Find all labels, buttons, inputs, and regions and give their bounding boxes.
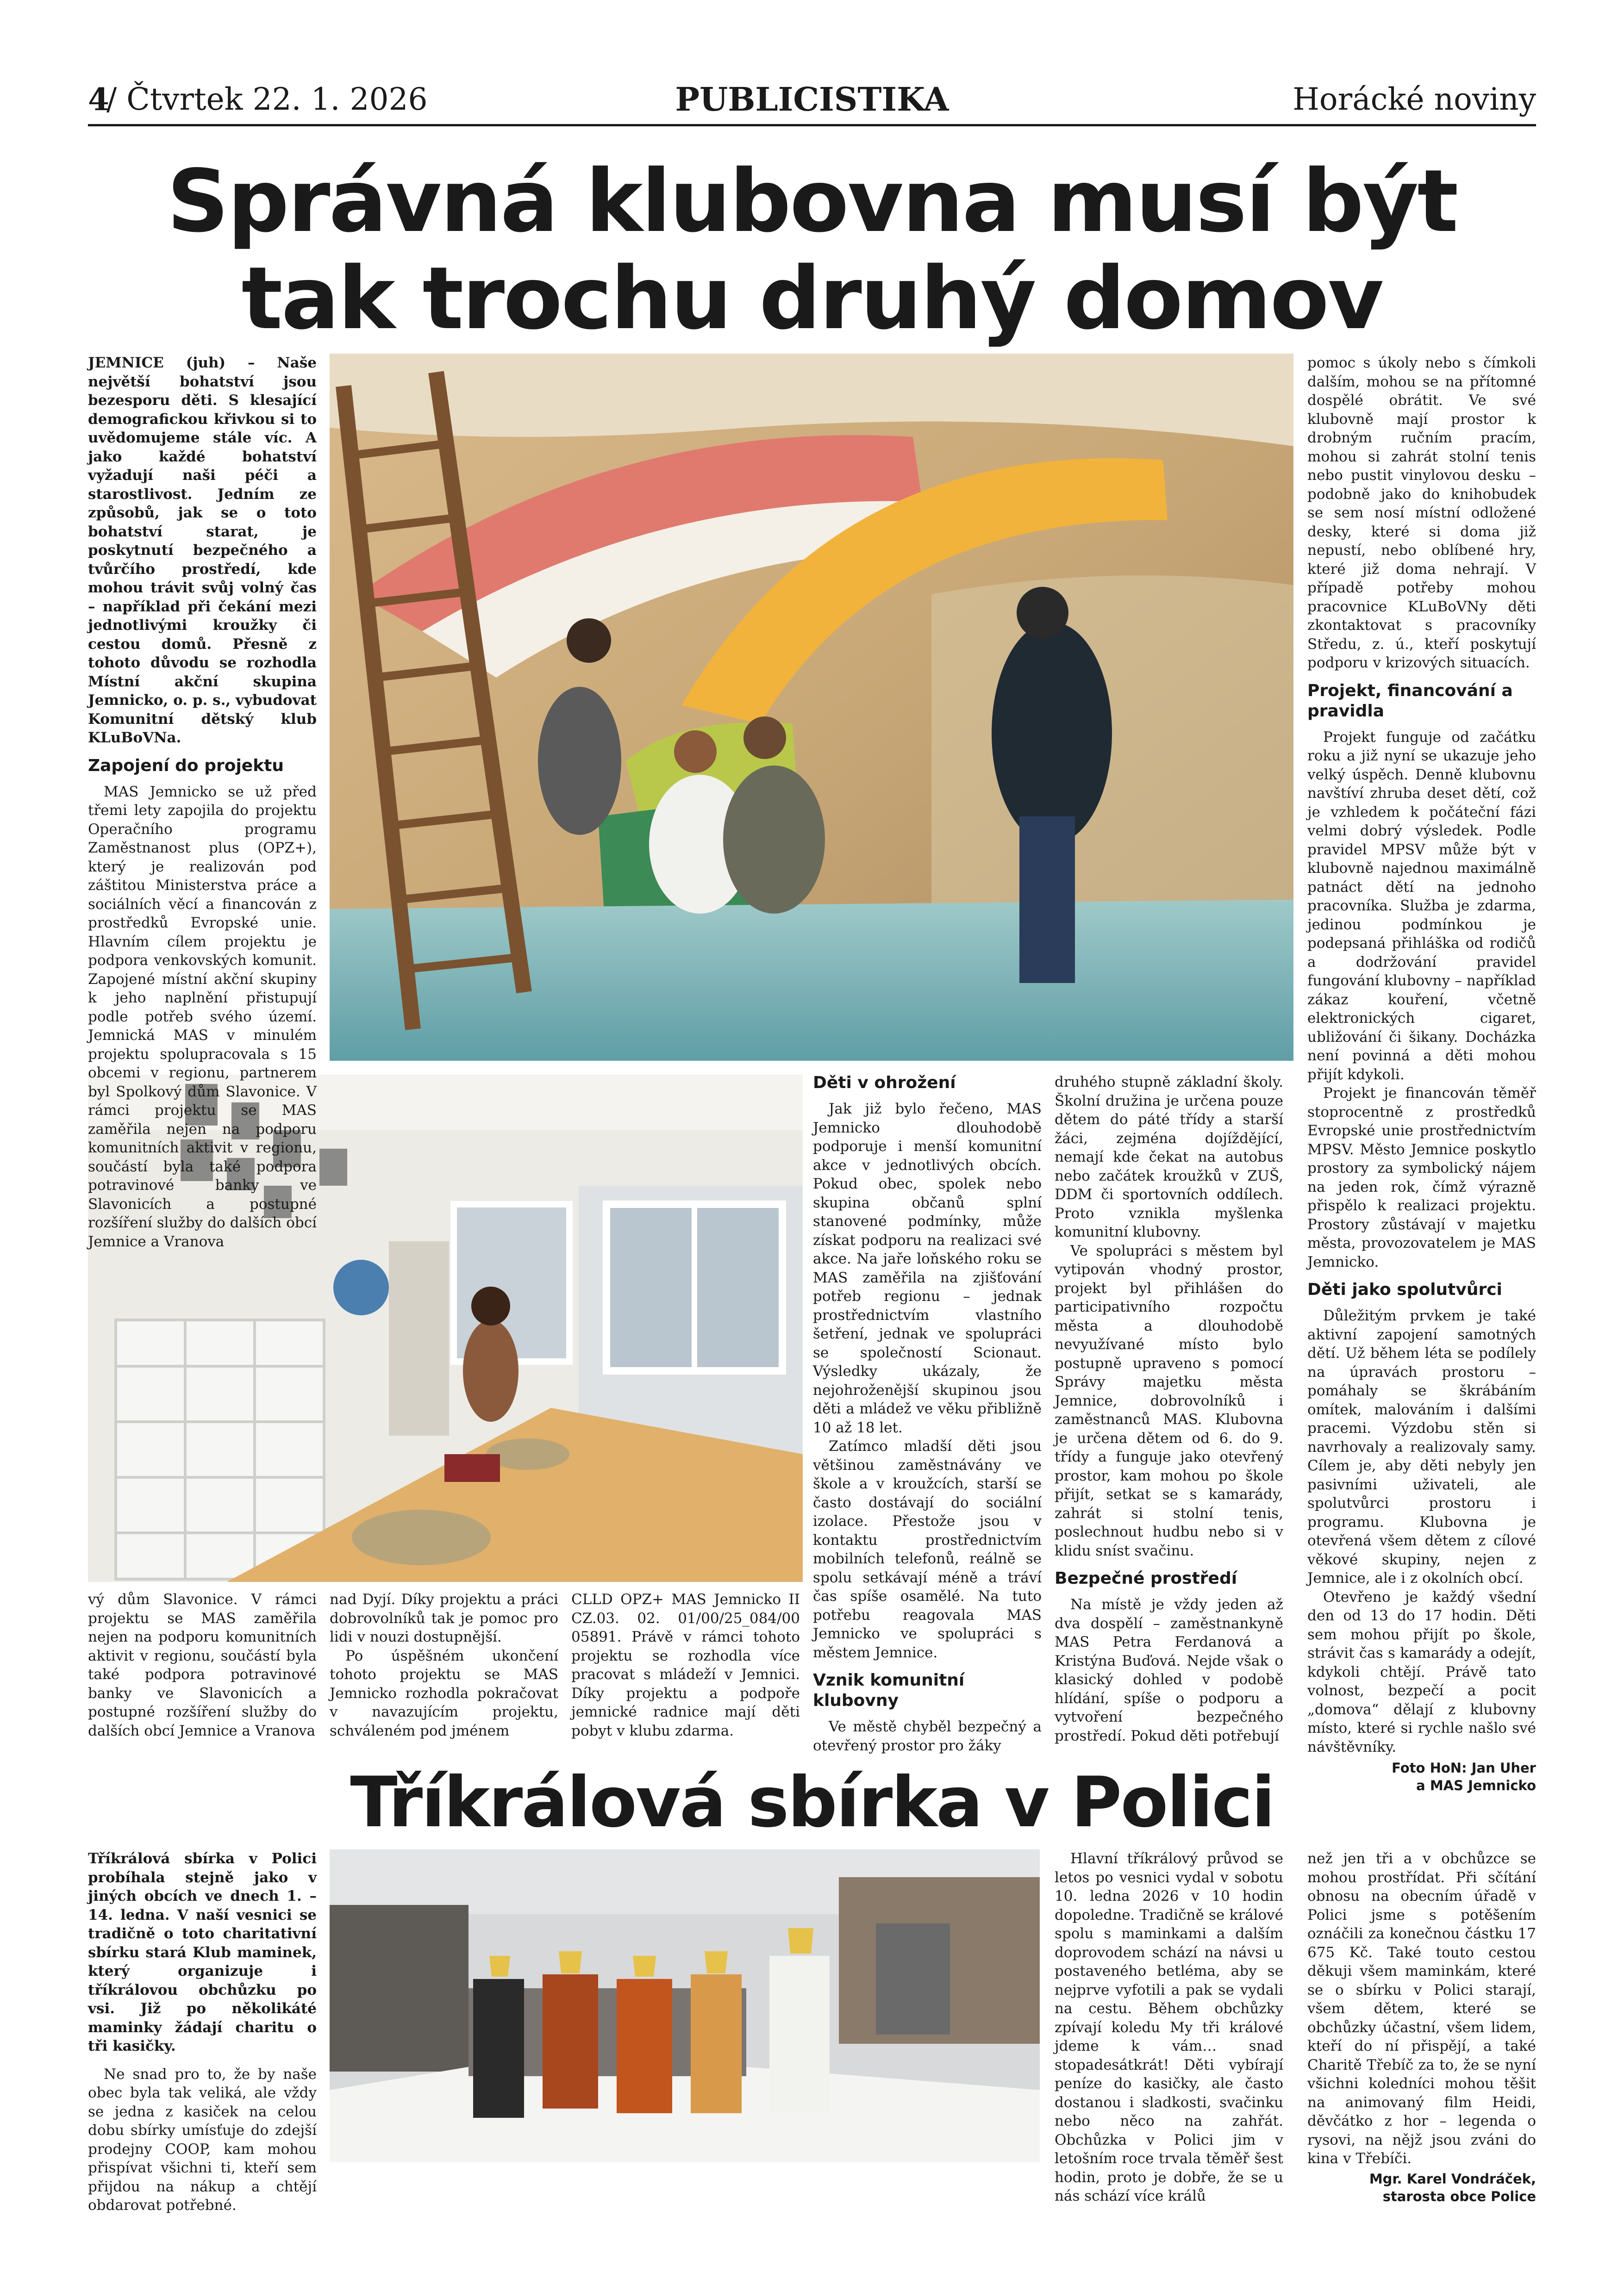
article1-col6-text-b: Projekt funguje od začátku roku a již nyní se ukazuje jeho velký úspěch. Denně klubovnu navštíví zhruba deset dětí, což je vzhledem k počáteční fázi velmi dobrý výsledek. Podle pravidel MPSV může být v klubovně najednou maximálně patnáct dětí na jednoho pracovníka. Služba je zdarma, jedinou podmínkou je podepsaná přihláška od rodičů a dodržování pravidel fungování klubovny – například zákaz kouření, včetně elektronických cigaret, ubližování či šikany. Docházka není povinná a děti mohou přijít kdykoli. xyxy=(1307,728,1536,1083)
article1-col4-text-c: Ve městě chyběl bezpečný a otevřený prostor pro žáky xyxy=(813,1718,1042,1754)
article2-credit-line1: Mgr. Karel Vondráček, xyxy=(1369,2171,1536,2187)
article1-headline xyxy=(88,153,1536,347)
article1-col1-text: MAS Jemnicko se už před třemi lety zapojila do projektu Operačního programu Zaměstnanost plus (OPZ+), který je realizován pod záštitou Ministerstva práce a sociálních věcí a financován z prostředků Evropské unie. Hlavním cílem projektu je podpora venkovských komunit. Zapojené místní akční skupiny k jeho naplnění přistupují podle potřeb svého území. Jemnická MAS v minulém projektu spolupracovala s 15 obcemi v regionu, partnerem byl Spolkový dům Slavonice. V rámci projektu se MAS zaměřila nejen na podporu komunitních aktivit v regionu, součástí byla také podpora potravinové banky ve Slavonicích a postupné rozšíření služby do dalších obcí Jemnice a Vranova xyxy=(88,783,317,1250)
article1-credit-line1: Foto HoN: Jan Uher xyxy=(1392,1760,1536,1776)
article1-credit-line2: a MAS Jemnicko xyxy=(1416,1778,1536,1793)
article1-col6-text-d: Důležitým prvkem je také aktivní zapojení samotných dětí. Už během léta se podílely na úpravách prostoru – pomáhaly se škrábáním omítek, malováním i dalšími pracemi. Výzdobu stěn si navrhovaly a realizovaly samy. Cílem je, aby děti nebyly jen pasivními uživateli, ale spolutvůrci prostoru i programu. Klubovna je otevřená všem dětem z cílové věkové skupiny, nejen z Jemnice, ale i z okolních obcí. xyxy=(1307,1307,1536,1587)
article1-col4-text-b: Zatímco mladší děti jsou většinou zaměstnávány ve škole a v kroužcích, starší se často dostávají do sociální izolace. Přestože jsou v kontaktu prostřednictvím mobilních telefonů, reálně se spolu setkávají méně a tráví čas spíše osamělé. Na tuto potřebu reagovala MAS Jemnicko ve spolupráci s městem Jemnice. xyxy=(813,1438,1042,1661)
article1-col6-text-e: Otevřeno je každý všední den od 13 do 17 hodin. Děti sem mohou přijít po škole, strávit čas s kamarády a odejít, kdykoli chtějí. Právě tato volnost, bezpečí a pocit „domova“ dělají z klubovny místo, které si rychle našlo své návštěvníky. xyxy=(1307,1588,1536,1755)
article1-subheading-spolutvurci: Děti jako spolutvůrci xyxy=(1307,1280,1502,1299)
article1-col6-text-c: Projekt je financován těměř stoprocentně z prostředků Evropské unie prostřednictvím MPSV. Město Jemnice poskytlo prostory za symbolický nájem na jeden rok, čímž výrazně přispělo k realizaci projektu. Prostory zůstávají v majetku města, provozovatelem je MAS Jemnicko. xyxy=(1307,1085,1536,1270)
article1-column6 xyxy=(1307,354,1536,1794)
article1-subheading-bezpecne: Bezpečné prostředí xyxy=(1055,1569,1237,1588)
article2-column1 xyxy=(88,1849,317,2215)
article2-signature xyxy=(1307,2170,1536,2205)
article1-col1-continued xyxy=(88,1590,317,1748)
article2-column3 xyxy=(1307,1849,1536,2205)
photo-three-kings xyxy=(330,1849,1040,2162)
article2-col2-text: Hlavní tříkrálový průvod se letos po vesnici vydal v sobotu 10. ledna 2026 v 10 hodin dopoledne. Tradičně se králové spolu s maminkami a dalším doprovodem schází na návsi u postaveného betléma, aby se nejprve vyfotili a pak se vydali na cestu. Během obchůzky zpívají koledu My tři králové jdeme k vám… snad stopadesátkrát! Děti vybírají peníze do kasičky, ale často dostanou i sladkosti, svačinku nebo něco na zahřát. Obchůzka v Polici jim v letošním roce trvala těměř šest hodin, proto je dobře, že se u nás schází více králů xyxy=(1055,1850,1283,2204)
article2-col3-text: než jen tři a v obchůzce se mohou prostřídat. Při sčítání obnosu na obecním úřadě v Polici jsme s potěšením oznáčili za konečnou částku 17 675 Kč. Také touto cestou děkuji všem maminkám, které se o sbírku v Polici starají, všem dětem, které se obchůzky účastní, všem lidem, kteří do ní přispějí, a také Charitě Třebíč za to, že se nyní všichni koledníci mohou těšit na animovaný film Heidi, děvčátko z hor – legenda o rysovi, na nějž jsou zváni do kina v Třebíči. xyxy=(1307,1850,1536,2167)
article1-column1 xyxy=(88,354,317,1250)
article1-subheading-projekt: Projekt, financování a pravidla xyxy=(1307,681,1513,721)
article1-col3-text: CLLD OPZ+ MAS Jemnicko II CZ.03. 02. 01/00/25_084/00 05891. Právě v rámci tohoto projektu se rozhodla více pracovat s mládeží v Jemnici. Díky projektu a podpoře jemnické radnice mají děti pobyt v klubu zdarma. xyxy=(571,1591,800,1739)
section-title: PUBLICISTIKA xyxy=(675,80,949,118)
article2-lead: Tříkrálová sbírka v Polici probíhala stejně jako v jiných obcích ve dnech 1. – 14. ledna. V naší vesnici se tradičně o toto charitativní sbírku stará Klub maminek, který organizuje i tříkrálovou obchůzku po vsi. Již po několikáté maminky žádají charitu o tři kasičky. xyxy=(88,1850,317,2054)
article1-headline-line2: tak trochu druhý domov xyxy=(241,248,1383,348)
article1-col2-text-b: Po úspěšném ukončení tohoto projektu se MAS Jemnicko rozhodla pokračovat v navazujícím projektu, schváleném pod jménem xyxy=(330,1647,558,1739)
article1-col2-text: nad Dyjí. Díky projektu a práci dobrovolníků tak je pomoc pro lidi v nouzi dostupnější. xyxy=(330,1591,558,1645)
article1-subheading-deti-v-ohrozeni: Děti v ohrožení xyxy=(813,1073,956,1092)
article1-column3 xyxy=(571,1590,800,1740)
photo-mural-painting xyxy=(330,354,1293,1061)
article2-credit-line2: starosta obce Police xyxy=(1382,2188,1536,2204)
article1-lead: JEMNICE (juh) – Naše největší bohatství jsou bezesporu děti. S klesající demografickou křivkou si to uvědomujeme stále víc. A jako každé bohatství vyžadují naši péči a starostlivost. Jedním ze způsobů, jak se o toto bohatství starat, je poskytnutí bezpečného a tvůrčího prostředí, kde mohou trávit svůj volný čas – například při čekání mezi jednotlivými kroužky či cestou domů. Přesně z tohoto důvodu se rozhodla Místní akční skupina Jemnicko, o. p. s., vybudovat Komunitní dětský klub KLuBoVNa. xyxy=(88,355,317,746)
page-header xyxy=(88,79,1536,120)
article1-column2 xyxy=(330,1590,558,1740)
article1-column5 xyxy=(1055,1073,1283,1745)
article1-col5-text-c: Na místě je vždy jeden až dva dospělí – zaměstnankyně MAS Petra Ferdanová a Kristýna Buďová. Nejde však o klasický dohled v podobě hlídání, spíše o podporu a vytvoření bezpečného prostředí. Pokud děti potřebují xyxy=(1055,1596,1283,1744)
header-rule xyxy=(88,124,1536,126)
article1-column4 xyxy=(813,1073,1042,1755)
article2-column2 xyxy=(1055,1849,1283,2206)
article1-subheading-zapojeni: Zapojení do projektu xyxy=(88,756,284,775)
article1-col6-text: pomoc s úkoly nebo s čímkoli dalším, mohou se na přítomné dospělé obrátit. Ve své klubovně mají prostor k drobným ručním pracím, mohou si zahrát stolní tenis nebo pustit vinylovou desku – podobně jako do knihobudek se sem nosí místní odložené desky, které si doma již nepustí, nebo oblíbené hry, které již doma nehrají. V případě potřeby mohou pracovnice KLuBoVNy děti zkontaktovat s pracovníky Středu, z. ú., kteří poskytují podporu v krizových situacích. xyxy=(1307,355,1536,671)
article1-col4-text: Jak již bylo řečeno, MAS Jemnicko dlouhodobě podporuje i menší komunitní akce v jednotlivých obcích. Pokud obec, spolek nebo skupina občanů splní stanovené podmínky, může získat podporu na realizaci své akce. Na jaře loňského roku se MAS zaměřila na zjišťování potřeb regionu – jednak prostřednictvím vlastního šetření, jednak ve spolupráci se společností Scionaut. Výsledky ukázaly, že nejohroženější skupinou jsou děti a mládež ve věku přibližně 10 až 18 let. xyxy=(813,1101,1042,1436)
article1-headline-line1: Správná klubovna musí být xyxy=(167,151,1457,251)
newspaper-name: Horácké noviny xyxy=(1293,81,1536,117)
article2-headline: Tříkrálová sbírka v Polici xyxy=(350,1762,1274,1843)
article1-col5-text-b: Ve spolupráci s městem byl vytipován vhodný prostor, projekt byl přihlášen do participativního rozpočtu města a dlouhodobě nevyužívané místo bylo postupně upraveno s pomocí Správy majetku města Jemnice, dobrovolníků i zaměstnanců MAS. Klubovna je určena dětem od 6. do 9. třídy a funguje jako otevřený prostor, kam mohou po škole přijít, setkat se s kamarády, zahrát si stolní tenis, poslechnout hudbu nebo si v klidu sníst svačinu. xyxy=(1055,1242,1283,1559)
page-number: 4 xyxy=(88,81,109,118)
article1-col5-text: druhého stupně základní školy. Školní družina je určena pouze dětem do páté třídy a starší žáci, zejména dojíždějící, nemají kde čekat na autobus nebo začátek kroužků v ZUŠ, DDM či sportovních oddílech. Proto vznikla myšlenka komunitní klubovny. xyxy=(1055,1074,1283,1240)
issue-date: / Čtvrtek 22. 1. 2026 xyxy=(106,81,428,117)
article1-col1-cont-text: vý dům Slavonice. V rámci projektu se MAS zaměřila nejen na podporu komunitních aktivit v regionu, součástí byla také podpora potravinové banky ve Slavonicích a postupné rozšíření služby do dalších obcí Jemnice a Vranova xyxy=(88,1591,317,1739)
article1-subheading-vznik: Vznik komunitní klubovny xyxy=(813,1671,965,1710)
article2-col1-text: Ne snad pro to, že by naše obec byla tak veliká, ale vždy se jedna z kasiček na celou dobu sbírky umísťuje do zdejší prodejny COOP, kam mohou přispívat všichni ti, kteří sem přijdou na nákup a chtějí obdarovat potřebné. xyxy=(88,2066,317,2214)
